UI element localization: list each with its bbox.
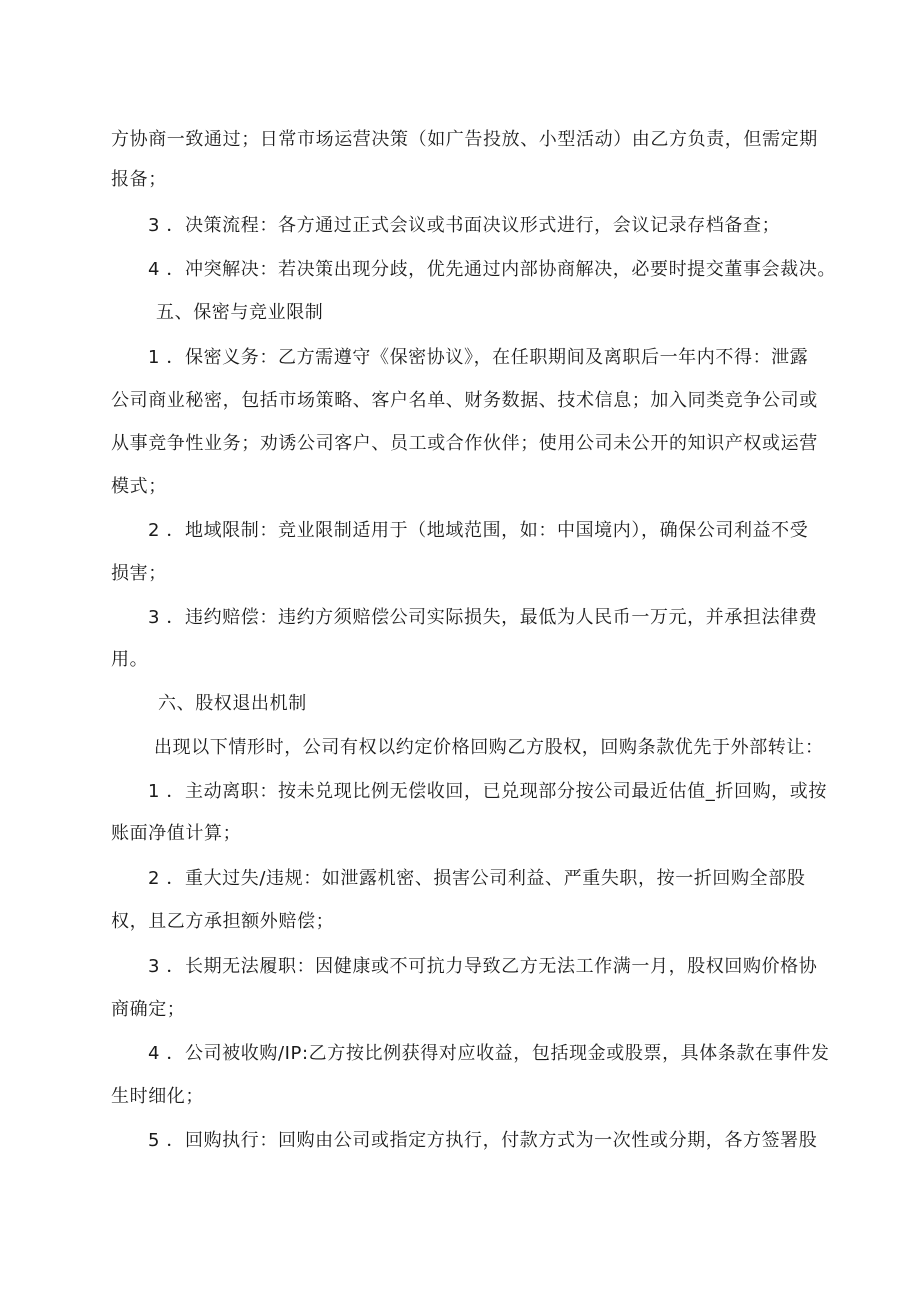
list-item-acquisition-ipo: 4 ．公司被收购/IP:乙方按比例获得对应收益，包括现金或股票，具体条款在事件发 bbox=[148, 1043, 830, 1064]
paragraph-line: 损害； bbox=[111, 563, 167, 584]
paragraph-line: 权，且乙方承担额外赔偿； bbox=[111, 911, 335, 932]
section-heading-confidentiality: 五、保密与竞业限制 bbox=[156, 302, 324, 323]
list-item-major-misconduct: 2 ．重大过失/违规：如泄露机密、损害公司利益、严重失职，按一折回购全部股 bbox=[148, 868, 806, 889]
list-item-long-term-incapacity: 3 ．长期无法履职：因健康或不可抗力导致乙方无法工作满一月，股权回购价格协 bbox=[148, 956, 818, 977]
list-item-breach-compensation: 3 ．违约赔偿：违约方须赔偿公司实际损失，最低为人民币一万元，并承担法律费 bbox=[148, 607, 818, 628]
paragraph-line: 用。 bbox=[111, 649, 149, 670]
paragraph-intro: 出现以下情形时，公司有权以约定价格回购乙方股权，回购条款优先于外部转让： bbox=[154, 737, 824, 758]
paragraph-line: 生时细化； bbox=[111, 1086, 204, 1107]
list-item-buyback-execution: 5 ．回购执行：回购由公司或指定方执行，付款方式为一次性或分期，各方签署股 bbox=[148, 1130, 818, 1151]
list-item-conflict-resolution: 4 ．冲突解决：若决策出现分歧，优先通过内部协商解决，必要时提交董事会裁决。 bbox=[148, 259, 836, 280]
section-heading-equity-exit: 六、股权退出机制 bbox=[158, 693, 307, 714]
paragraph-line: 报备； bbox=[111, 169, 167, 190]
paragraph-line: 模式； bbox=[111, 476, 167, 497]
list-item-confidentiality-duty: 1 ．保密义务：乙方需遵守《保密协议》，在任职期间及离职后一年内不得：泄露 bbox=[148, 347, 809, 368]
list-item-decision-process: 3 ．决策流程：各方通过正式会议或书面决议形式进行，会议记录存档备查； bbox=[148, 215, 781, 236]
paragraph-line: 从事竞争性业务；劝诱公司客户、员工或合作伙伴；使用公司未公开的知识产权或运营 bbox=[111, 433, 818, 454]
list-item-voluntary-resignation: 1 ．主动离职：按未兑现比例无偿收回，已兑现部分按公司最近估值_折回购，或按 bbox=[148, 781, 827, 802]
list-item-territory-limit: 2 ．地域限制：竞业限制适用于（地域范围，如：中国境内），确保公司利益不受 bbox=[148, 520, 809, 541]
paragraph-line: 方协商一致通过；日常市场运营决策（如广告投放、小型活动）由乙方负责，但需定期 bbox=[111, 129, 818, 150]
paragraph-line: 账面净值计算； bbox=[111, 823, 242, 844]
paragraph-line: 公司商业秘密，包括市场策略、客户名单、财务数据、技术信息；加入同类竞争公司或 bbox=[111, 390, 818, 411]
paragraph-line: 商确定； bbox=[111, 999, 186, 1020]
